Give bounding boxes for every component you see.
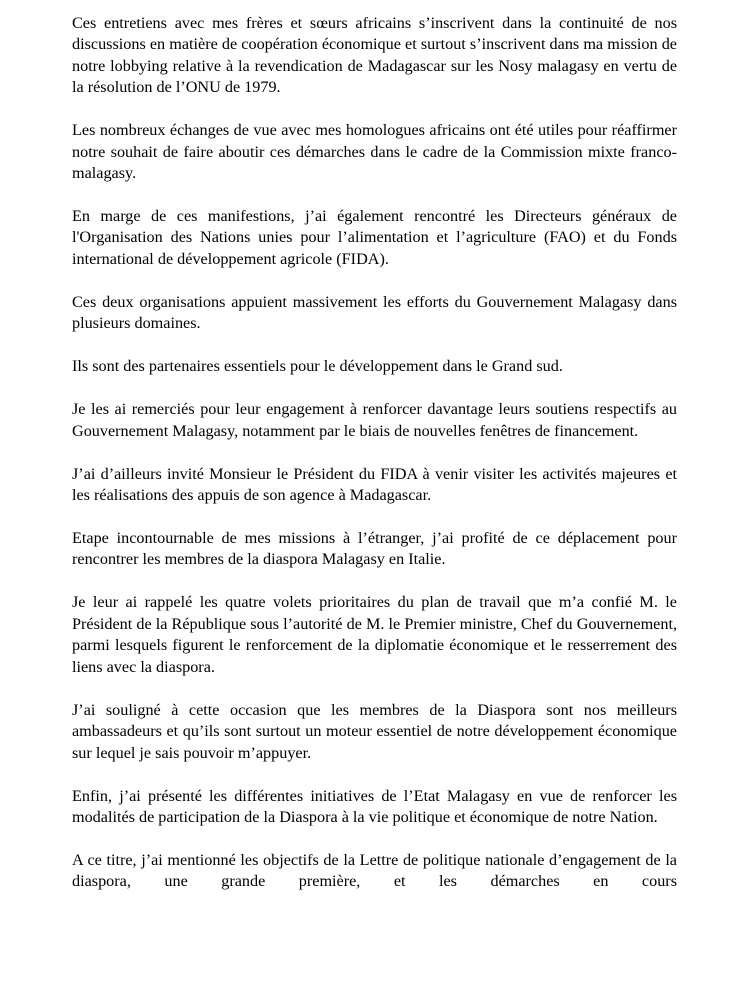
paragraph-volets-prioritaires: Je leur ai rappelé les quatre volets prioritaires du plan de travail que m’a confié M. le Président de la République sous l’autorité de M. le Premier ministre, Chef du Gouvernement, parmi lesquels figurent le renforcement de la diplomatie économique et le resserrement des liens avec la diaspora. <box>72 593 677 676</box>
document-page <box>72 13 677 914</box>
paragraph-partenaires-grand-sud: Ils sont des partenaires essentiels pour le développement dans le Grand sud. <box>72 357 563 376</box>
paragraph-invitation-fida: J’ai d’ailleurs invité Monsieur le Président du FIDA à venir visiter les activités majeures et les réalisations des appuis de son agence à Madagascar. <box>72 464 677 505</box>
paragraph-nosy-malagasy: Ces entretiens avec mes frères et sœurs africains s’inscrivent dans la continuité de nos discussions en matière de coopération économique et surtout s’inscrivent dans ma mission de notre lobbying relative à la revendication de Madagascar sur les Nosy malagasy en vertu de la résolution de l’ONU de 1979. <box>72 14 677 97</box>
paragraph-initiatives-etat: Enfin, j’ai présenté les différentes initiatives de l’Etat Malagasy en vue de renforcer les modalités de participation de la Diaspora à la vie politique et économique de notre Nation. <box>72 786 677 826</box>
paragraph-ambassadeurs: J’ai souligné à cette occasion que les membres de la Diaspora sont nos meilleurs ambassadeurs et qu’ils sont surtout un moteur essentiel de notre développement économique sur lequel je sais pouvoir m’appuyer. <box>72 700 677 762</box>
paragraph-organisations-appui: Ces deux organisations appuient massivement les efforts du Gouvernement Malagasy dans plusieurs domaines. <box>72 292 677 333</box>
paragraph-commission-mixte: Les nombreux échanges de vue avec mes homologues africains ont été utiles pour réaffirmer notre souhait de faire aboutir ces démarches dans le cadre de la Commission mixte franco-malagasy. <box>72 121 677 183</box>
paragraph-fao-fida: En marge de ces manifestions, j’ai également rencontré les Directeurs généraux de l'Organisation des Nations unies pour l’alimentation et l’agriculture (FAO) et du Fonds international de développement agricole (FIDA). <box>72 207 677 268</box>
paragraph-remerciements: Je les ai remerciés pour leur engagement à renforcer davantage leurs soutiens respectifs au Gouvernement Malagasy, notamment par le biais de nouvelles fenêtres de financement. <box>72 400 677 440</box>
paragraph-lettre-politique: A ce titre, j’ai mentionné les objectifs de la Lettre de politique nationale d’engagement de la diaspora, une grande première, et les démarches en cours <box>72 850 677 891</box>
paragraph-diaspora-italie: Etape incontournable de mes missions à l’étranger, j’ai profité de ce déplacement pour rencontrer les membres de la diaspora Malagasy en Italie. <box>72 529 677 569</box>
